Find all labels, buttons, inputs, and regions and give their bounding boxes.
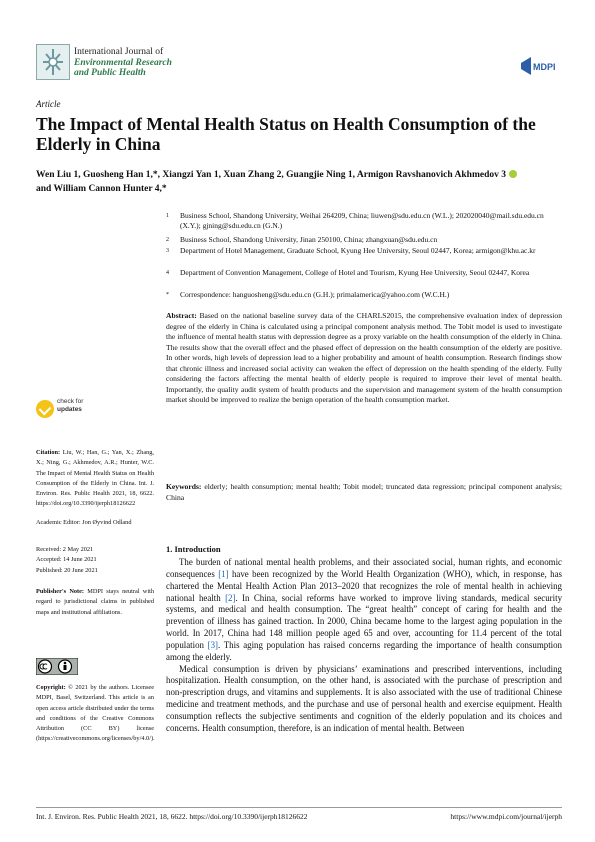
citation <box>36 448 154 510</box>
affiliation-number: * <box>166 292 169 298</box>
citation-text: Liu, W.; Han, G.; Yan, X.; Zhang, X.; Ning, G.; Akhmedov, A.R.; Hunter, W.C. The Impact of Mental Health Status on Health Consumption of the Elderly in China. Int. J. Environ. Res. Public Health 2021, 18, 6622. https://doi.org/10.3390/ijerph18126622 <box>36 449 155 508</box>
footer-divider <box>36 807 562 808</box>
journal-name <box>74 47 172 79</box>
publisher-logo-text: MDPI <box>533 62 556 72</box>
copyright-label: Copyright: <box>36 684 66 691</box>
journal-name-line3: and Public Health <box>74 68 146 78</box>
check-for-label: check for <box>57 398 84 405</box>
correspondence <box>166 290 566 300</box>
affiliation-1 <box>166 211 566 231</box>
citation-link[interactable]: [1] <box>218 568 229 579</box>
cc-by-license-icon[interactable] <box>36 658 78 675</box>
author-list <box>36 168 566 196</box>
body-text <box>166 557 562 735</box>
dates <box>36 545 154 576</box>
paper-title: The Impact of Mental Health Status on Health Consumption of the Elderly in China <box>36 114 536 154</box>
authors-line2: and William Cannon Hunter 4,* <box>36 184 167 194</box>
journal-logo <box>36 44 70 80</box>
keywords-text: elderly; health consumption; mental health; Tobit model; truncated data regression; principal component analysis; China <box>166 482 562 502</box>
citation-label: Citation: <box>36 449 61 456</box>
paragraph-text: have been recognized by the World Health Organization (WHO), which, in response, has chartered the Mental Health Action Plan 2013–2020 that recognizes the role of mental health in achieving national health <box>166 568 562 603</box>
updates-label: updates <box>57 406 82 413</box>
abstract-label: Abstract: <box>166 311 197 320</box>
affiliation-2 <box>166 235 566 245</box>
affiliation-3 <box>166 246 566 256</box>
footer-journal-link[interactable]: https://www.mdpi.com/journal/ijerph <box>450 812 562 821</box>
authors-line1: Wen Liu 1, Guosheng Han 1,*, Xiangzi Yan 1, Xuan Zhang 2, Guangjie Ning 1, Armigon Ravshanovich Akhmedov 3 <box>36 170 506 180</box>
affiliation-number: 2 <box>166 237 169 243</box>
affiliation-number: 1 <box>166 213 169 219</box>
affiliation-text: Department of Convention Management, College of Hotel and Tourism, Kyung Hee University, Seoul 02447, Korea <box>180 268 530 277</box>
affiliation-text: Business School, Shandong University, Weihai 264209, China; liuwen@sdu.edu.cn (W.L.); 202020040@mail.sdu.edu.cn (X.Y.); gjning@sdu.edu.cn (G.N.) <box>180 211 544 230</box>
article-type: Article <box>36 99 61 109</box>
affiliation-text: Correspondence: hanguosheng@sdu.edu.cn (G.H.); primalamerica@yahoo.com (W.C.H.) <box>180 290 450 299</box>
affiliation-number: 4 <box>166 270 169 276</box>
citation-link[interactable]: [2] <box>225 592 236 603</box>
abstract-text: Based on the national baseline survey data of the CHARLS2015, the comprehensive evaluation index of depression degree of the elderly in China is calculated using a principal component analysis method. The Tobit model is used to investigate the influence of mental health status with depression degree as a proxy variable on the health consumption of the elderly in China. The results show that the overall effect and the phased effect of depression on the health consumption of the elderly are positive. In other words, high levels of depression lead to a higher probability and amount of health consumption. Research findings show that chronic illness and increased social activity can weaken the effect of depression on the health spending of the elderly. Fully considering the factors affecting the mental health of elderly people is required to improve their level of mental health. Importantly, the quality audit system of health products and the supervision and management system of the health consumption market should be improved to realize the benign operation of the health consumption market. <box>166 311 562 404</box>
paragraph-text: . This aging population has raised concerns regarding the importance of health consumption among the elderly. <box>166 639 562 662</box>
published-date: Published: 20 June 2021 <box>36 566 98 574</box>
citation-link[interactable]: [3] <box>207 639 219 650</box>
publisher-note-label: Publisher's Note: <box>36 588 85 595</box>
section-heading: 1. Introduction <box>166 544 221 554</box>
orcid-icon[interactable] <box>509 170 517 178</box>
affiliation-number: 3 <box>166 248 169 254</box>
academic-editor: Academic Editor: Jon Øyvind Odland <box>36 519 132 526</box>
publisher-note <box>36 587 154 618</box>
paragraph-2: Medical consumption is driven by physicians’ examinations and prescribed interventions, including hospitalization. Health consumption, on the other hand, is associated with the purchase of prescription and non-prescription drugs, and vitamins and supplements. It is also associated with the use of traditional Chinese medicine and treatment methods, and the purchase and use of personal health and exercise equipment. Health consumption reflects the subjective sentiments and cognition of the elderly population and its choices and concerns. Health consumption, therefore, is an indication of mental health. Between <box>166 663 562 733</box>
journal-name-line1: International Journal of <box>74 47 164 57</box>
mdpi-logo <box>518 55 558 77</box>
copyright <box>36 683 154 745</box>
accepted-date: Accepted: 14 June 2021 <box>36 556 97 564</box>
footer-citation: Int. J. Environ. Res. Public Health 2021, 18, 6622. https://doi.org/10.3390/ijerph18126622 <box>36 812 308 821</box>
received-date: Received: 2 May 2021 <box>36 546 94 553</box>
check-icon <box>36 400 54 418</box>
keywords <box>166 482 562 503</box>
paragraph-text: The burden of national mental health problems, and their associated social, human rights, and economic consequences <box>166 557 562 579</box>
keywords-label: Keywords: <box>166 482 202 491</box>
paragraph-1 <box>166 557 562 664</box>
affiliation-text: Business School, Shandong University, Jinan 250100, China; zhangxuan@sdu.edu.cn <box>180 235 438 244</box>
affiliation-4 <box>166 268 566 278</box>
journal-name-line2: Environmental Research <box>74 57 172 68</box>
publisher-note-text: MDPI stays neutral with regard to jurisdictional claims in published maps and institutional affiliations. <box>36 588 154 616</box>
affiliation-text: Department of Hotel Management, Graduate School, Kyung Hee University, Seoul 02447, Korea; armigon@khu.ac.kr <box>180 246 536 255</box>
copyright-text: © 2021 by the authors. Licensee MDPI, Basel, Switzerland. This article is an open access article distributed under the terms and conditions of the Creative Commons Attribution (CC BY) license (https://creativecommons.org/licenses/by/4.0/). <box>36 684 155 743</box>
abstract <box>166 311 562 406</box>
paragraph-text: . In China, social reforms have worked to improve living standards, medical security systems, and medical and health consumption. The “great health” concept of caring for health and the prevention of illness has gained traction. In 2000, China became home to the largest aging population in the world. In 2017, China had 148 million people aged 65 and over, accounting for 11.4 percent of the total population <box>166 592 563 650</box>
